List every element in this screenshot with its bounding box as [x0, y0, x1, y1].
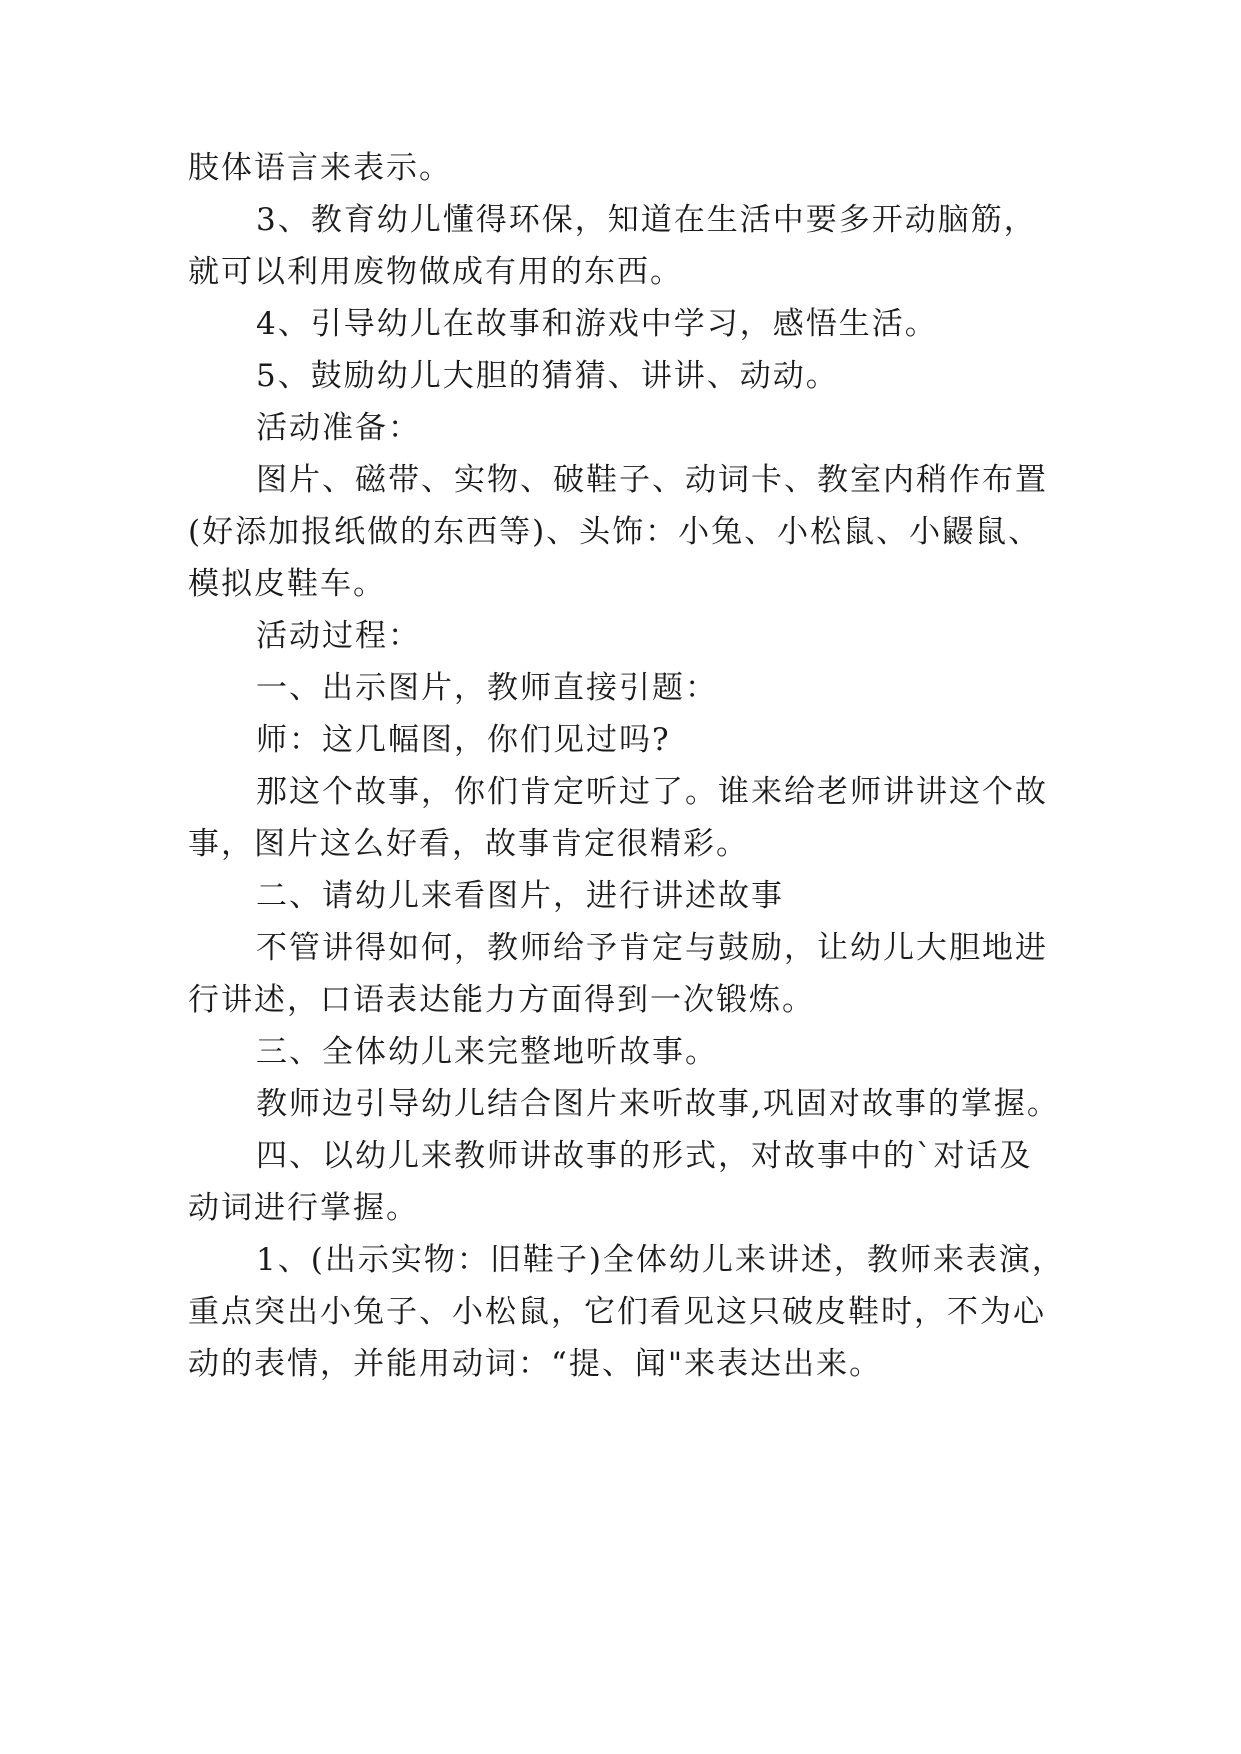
text-line: 一、出示图片，教师直接引题：	[256, 670, 718, 706]
text-line: 不管讲得如何，教师给予肯定与鼓励，让幼儿大胆地进	[256, 930, 1048, 966]
text-line: 模拟皮鞋车。	[188, 566, 386, 602]
text-line: 三、全体幼儿来完整地听故事。	[256, 1034, 718, 1070]
text-line: 重点突出小兔子、小松鼠，它们看见这只破皮鞋时，不为心	[188, 1294, 1046, 1330]
text-line: 4、引导幼儿在故事和游戏中学习，感悟生活。	[256, 306, 938, 342]
text-line: 肢体语言来表示。	[188, 150, 452, 186]
text-line: 那这个故事，你们肯定听过了。谁来给老师讲讲这个故	[256, 774, 1048, 810]
text-line: 动词进行掌握。	[188, 1190, 419, 1226]
text-line: 师：这几幅图，你们见过吗?	[256, 722, 671, 758]
text-line: 事，图片这么好看，故事肯定很精彩。	[188, 826, 749, 862]
text-line: 行讲述，口语表达能力方面得到一次锻炼。	[188, 982, 815, 1018]
text-line: 教师边引导幼儿结合图片来听故事,巩固对故事的掌握。	[256, 1086, 1060, 1122]
text-line: 1、(出示实物：旧鞋子)全体幼儿来讲述，教师来表演，	[256, 1242, 1065, 1278]
text-line: 就可以利用废物做成有用的东西。	[188, 254, 683, 290]
section-heading: 活动准备：	[256, 410, 421, 446]
text-line: 3、教育幼儿懂得环保，知道在生活中要多开动脑筋，	[256, 202, 1037, 238]
text-line: 图片、磁带、实物、破鞋子、动词卡、教室内稍作布置	[256, 462, 1048, 498]
text-line: 5、鼓励幼儿大胆的猜猜、讲讲、动动。	[256, 358, 839, 394]
text-line: 动的表情，并能用动词：“提、闻"来表达出来。	[188, 1346, 883, 1382]
text-line: 二、请幼儿来看图片，进行讲述故事	[256, 878, 784, 914]
section-heading: 活动过程：	[256, 618, 421, 654]
text-line: (好添加报纸做的东西等)、头饰：小兔、小松鼠、小鼹鼠、	[188, 514, 1042, 550]
text-line: 四、以幼儿来教师讲故事的形式，对故事中的`对话及	[256, 1138, 1033, 1174]
